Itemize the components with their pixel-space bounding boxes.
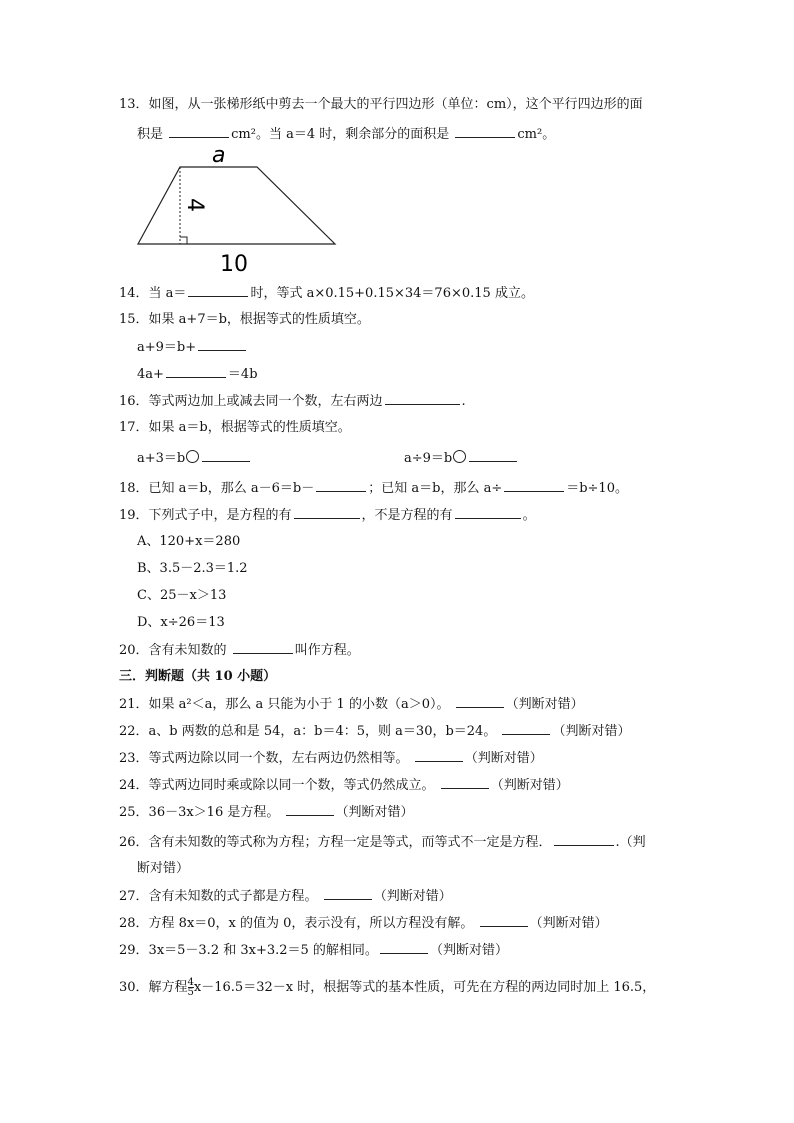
q19-option-a: A、120+x＝280 (137, 534, 241, 549)
q22: 22．a、b 两数的总和是 54，a：b＝4：5，则 a＝30，b＝24。 （判断对错） (119, 724, 631, 739)
q21: 21．如果 a²＜a，那么 a 只能为小于 1 的小数（a＞0）。 （判断对错） (119, 697, 584, 712)
q14: 14．当 a＝ 时，等式 a×0.15+0.15×34＝76×0.15 成立。 (119, 286, 534, 301)
answer-blank[interactable] (286, 803, 334, 816)
answer-blank[interactable] (324, 887, 372, 900)
answer-blank[interactable] (455, 506, 521, 519)
answer-blank[interactable] (188, 284, 248, 297)
bottom-label: 10 (220, 252, 248, 275)
q18: 18．已知 a＝b，那么 a－6＝b－ ；已知 a＝b，那么 a÷ ＝b÷10。 (119, 481, 628, 496)
q17-stem: 17．如果 a＝b，根据等式的性质填空。 (119, 420, 351, 435)
height-label: 4 (182, 198, 207, 212)
q15-l1: a+9＝b+ (137, 338, 248, 357)
answer-blank[interactable] (554, 833, 614, 846)
answer-blank[interactable] (198, 338, 246, 351)
answer-blank[interactable] (502, 722, 550, 735)
q15-l2: 4a+ ＝4b (137, 367, 258, 382)
q19-option-c: C、25－x＞13 (137, 588, 227, 603)
q23: 23．等式两边除以同一个数，左右两边仍然相等。 （判断对错） (119, 751, 543, 766)
q19-option-d: D、x÷26＝13 (137, 615, 225, 630)
q13-line1: 13．如图，从一张梯形纸中剪去一个最大的平行四边形（单位：cm），这个平行四边形的面 (119, 97, 643, 112)
answer-blank[interactable] (480, 914, 528, 927)
answer-blank[interactable] (233, 641, 293, 654)
q27: 27．含有未知数的式子都是方程。 （判断对错） (119, 889, 452, 904)
answer-blank[interactable] (380, 941, 428, 954)
answer-blank[interactable] (441, 776, 489, 789)
q20: 20．含有未知数的 叫作方程。 (119, 643, 360, 658)
answer-blank[interactable] (169, 125, 229, 138)
answer-blank[interactable] (166, 365, 226, 378)
q24: 24．等式两边同时乘或除以同一个数，等式仍然成立。 （判断对错） (119, 778, 569, 793)
trapezoid-figure (120, 140, 340, 275)
answer-blank[interactable] (456, 695, 504, 708)
answer-blank[interactable] (316, 479, 366, 492)
q13-line2: 积是 cm²。当 a＝4 时，剩余部分的面积是 cm²。 (137, 127, 556, 142)
right-angle-mark (180, 237, 187, 244)
answer-blank[interactable] (469, 449, 517, 462)
q26-line1: 26．含有未知数的等式称为方程；方程一定是等式，而等式不一定是方程． .（判 (119, 835, 646, 850)
q28: 28．方程 8x＝0，x 的值为 0，表示没有，所以方程没有解。 （判断对错） (119, 916, 608, 931)
q17-l1: a+3＝b (137, 449, 252, 468)
q25: 25．36－3x＞16 是方程。 （判断对错） (119, 805, 414, 820)
fraction: $\frac{4}{5}$ (187, 977, 194, 998)
answer-blank[interactable] (415, 749, 463, 762)
circle-blank[interactable] (453, 450, 466, 463)
top-label: a (212, 143, 226, 168)
answer-blank[interactable] (455, 125, 515, 138)
q26-line2: 断对错） (137, 861, 190, 876)
circle-blank[interactable] (186, 450, 199, 463)
section-title: 三．判断题（共 10 小题） (119, 669, 277, 684)
trapezoid-shape (138, 167, 335, 244)
answer-blank[interactable] (504, 479, 564, 492)
q15-stem: 15．如果 a+7＝b，根据等式的性质填空。 (119, 312, 370, 327)
answer-blank[interactable] (202, 449, 250, 462)
q16: 16．等式两边加上或减去同一个数，左右两边 . (119, 394, 466, 409)
q19: 19．下列式子中，是方程的有 ，不是方程的有 。 (119, 508, 536, 523)
answer-blank[interactable] (294, 506, 360, 519)
q19-option-b: B、3.5－2.3＝1.2 (137, 561, 248, 576)
q17-l2: a÷9＝b (404, 449, 519, 468)
q29: 29．3x＝5－3.2 和 3x+3.2＝5 的解相同。 （判断对错） (119, 943, 508, 958)
answer-blank[interactable] (385, 392, 460, 405)
q30: 30．解方程 $\frac{4}{5}$ x－16.5＝32－x 时，根据等式的基本性质，可先在方程的两边同时加上 16.5， (119, 977, 656, 998)
